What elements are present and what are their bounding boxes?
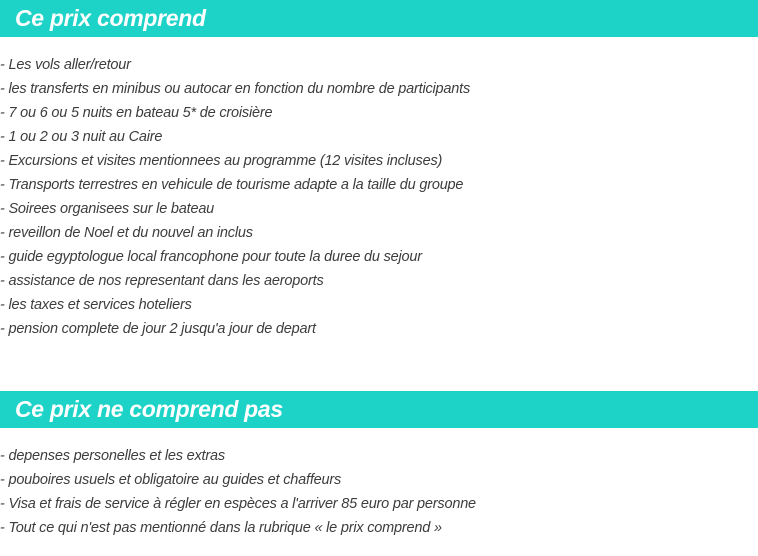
excludes-section-header bbox=[0, 391, 758, 428]
list-item: - pension complete de jour 2 jusqu'a jour de depart bbox=[0, 321, 316, 337]
list-item: - Transports terrestres en vehicule de tourisme adapte a la taille du groupe bbox=[0, 177, 464, 193]
list-item: - depenses personelles et les extras bbox=[0, 448, 225, 464]
list-item: - assistance de nos representant dans les aeroports bbox=[0, 273, 324, 289]
includes-section-header bbox=[0, 0, 758, 37]
list-item: - reveillon de Noel et du nouvel an inclus bbox=[0, 225, 253, 241]
list-item: - pouboires usuels et obligatoire au guides et chaffeurs bbox=[0, 472, 342, 488]
list-item: - 7 ou 6 ou 5 nuits en bateau 5* de croisière bbox=[0, 105, 273, 121]
list-item: - guide egyptologue local francophone pour toute la duree du sejour bbox=[0, 249, 422, 265]
excludes-section-title: Ce prix ne comprend pas bbox=[15, 396, 283, 422]
list-item: - les taxes et services hoteliers bbox=[0, 297, 192, 313]
list-item: - les transferts en minibus ou autocar en fonction du nombre de participants bbox=[0, 81, 471, 97]
includes-section-title: Ce prix comprend bbox=[15, 5, 206, 31]
list-item: - Visa et frais de service à régler en espèces a l'arriver 85 euro par personne bbox=[0, 496, 476, 512]
list-item: - Les vols aller/retour bbox=[0, 57, 131, 73]
list-item: - Excursions et visites mentionnees au programme (12 visites incluses) bbox=[0, 153, 443, 169]
list-item: - Soirees organisees sur le bateau bbox=[0, 201, 215, 217]
list-item: - Tout ce qui n'est pas mentionné dans la rubrique « le prix comprend » bbox=[0, 520, 442, 536]
list-item: - 1 ou 2 ou 3 nuit au Caire bbox=[0, 129, 163, 145]
includes-list bbox=[0, 53, 470, 341]
excludes-list bbox=[0, 444, 476, 540]
